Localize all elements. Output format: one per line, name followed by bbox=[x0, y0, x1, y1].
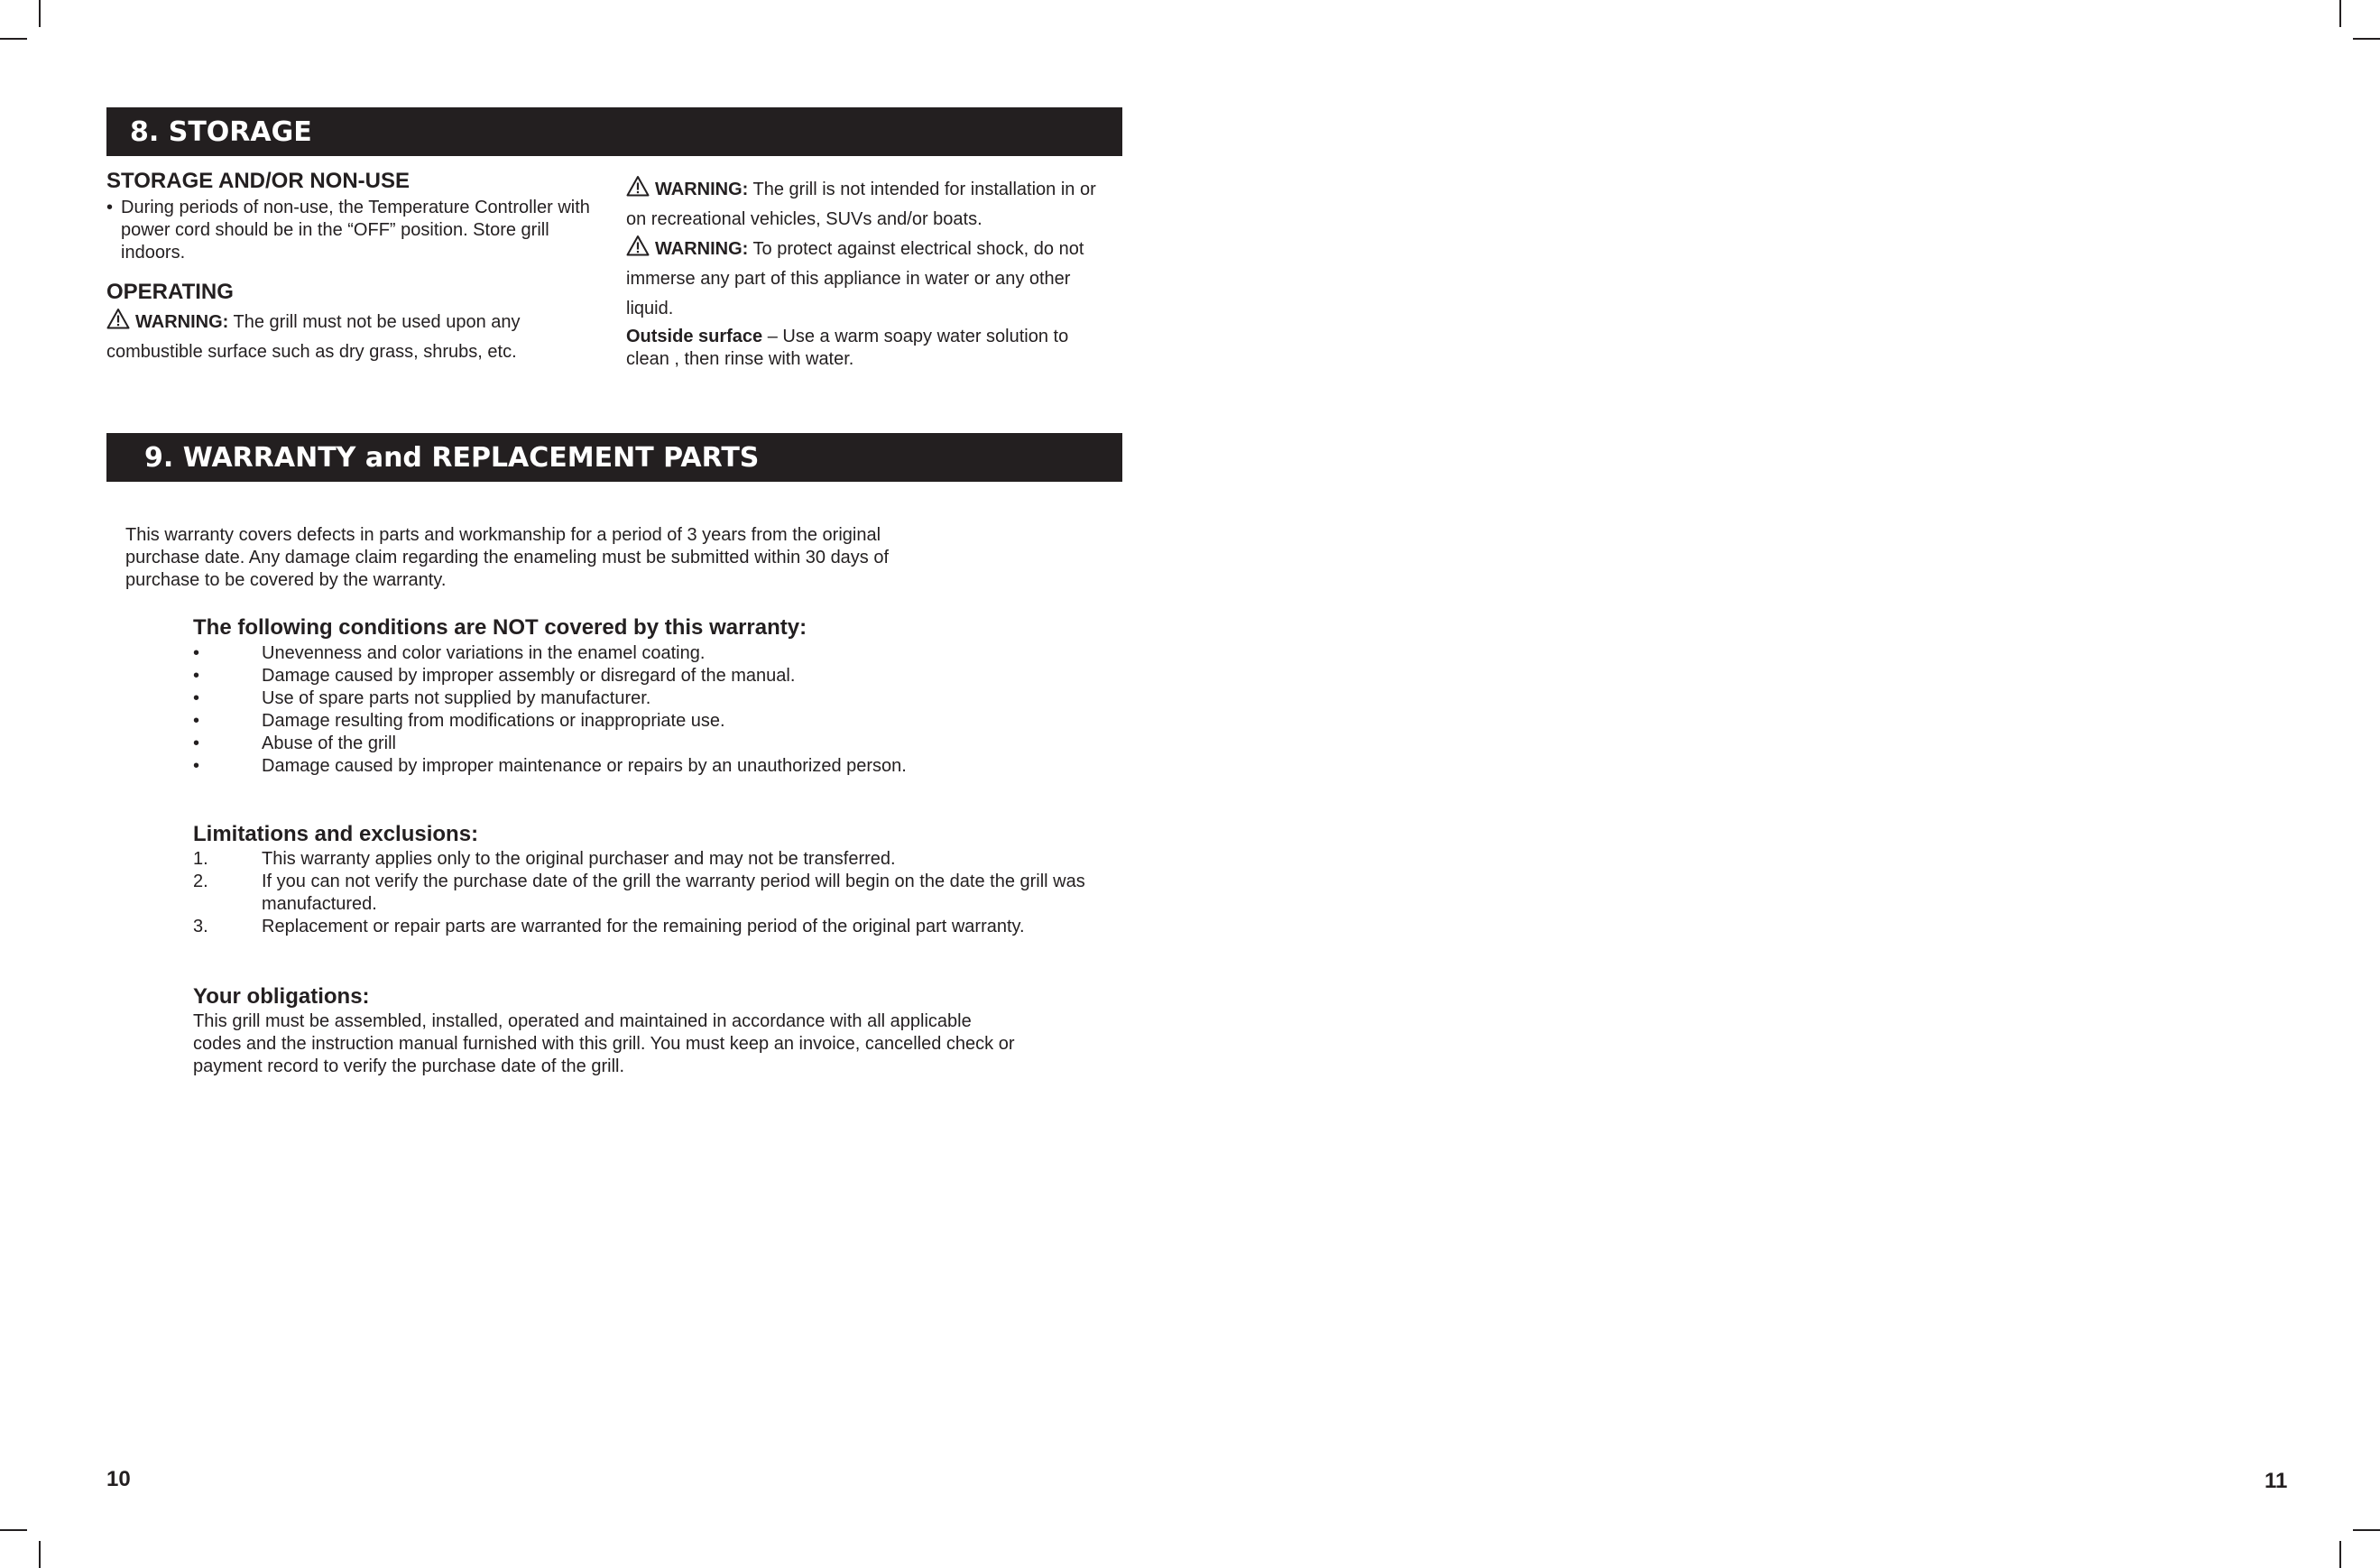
number-marker: 2. bbox=[193, 872, 208, 891]
list-item bbox=[193, 916, 1095, 938]
list-item bbox=[193, 665, 1095, 687]
limitations-heading: Limitations and exclusions: bbox=[193, 822, 479, 846]
bullet-marker: • bbox=[193, 711, 200, 731]
bullet-marker: • bbox=[193, 688, 200, 708]
list-item bbox=[193, 871, 1095, 916]
non-use-text: During periods of non-use, the Temperature Controller with power cord should be in the “OFF” position. Store grill indoors. bbox=[121, 198, 590, 263]
list-item-text: Damage caused by improper maintenance or repairs by an unauthorized person. bbox=[262, 756, 907, 776]
storage-right-column bbox=[626, 175, 1113, 371]
outside-surface-instruction bbox=[626, 326, 1113, 371]
list-item bbox=[193, 755, 1095, 778]
crop-mark bbox=[2353, 1529, 2380, 1531]
bullet-marker: • bbox=[193, 666, 200, 686]
non-use-heading: STORAGE AND/OR NON-USE bbox=[106, 169, 411, 193]
outside-surface-label: Outside surface bbox=[626, 327, 763, 346]
storage-left-column bbox=[106, 168, 594, 367]
conditions-block bbox=[193, 613, 1095, 778]
vehicle-warning bbox=[626, 175, 1113, 235]
non-use-bullet-item bbox=[106, 197, 594, 264]
warning-label: WARNING: bbox=[655, 180, 749, 199]
warning-triangle-icon bbox=[626, 235, 650, 256]
list-item bbox=[193, 642, 1095, 665]
limitations-list bbox=[193, 848, 1095, 938]
list-item-text: Unevenness and color variations in the enamel coating. bbox=[262, 643, 706, 663]
crop-mark bbox=[2339, 0, 2341, 27]
crop-mark bbox=[2339, 1541, 2341, 1568]
list-item-text: Use of spare parts not supplied by manufacturer. bbox=[262, 688, 651, 708]
warning-label: WARNING: bbox=[655, 239, 749, 259]
list-item-text: Replacement or repair parts are warranted for the remaining period of the original part warranty. bbox=[262, 917, 1025, 936]
number-marker: 1. bbox=[193, 849, 208, 869]
bullet-marker: • bbox=[193, 756, 200, 776]
warning-triangle-icon bbox=[626, 175, 650, 197]
list-item bbox=[193, 687, 1095, 710]
vehicle-warning-text: The grill is not intended for installation in or on recreational vehicles, SUVs and/or boats. bbox=[626, 180, 1096, 229]
list-item bbox=[193, 733, 1095, 755]
list-item bbox=[193, 848, 1095, 871]
operating-warning bbox=[106, 308, 594, 367]
storage-section-header bbox=[106, 107, 1122, 156]
limitations-block bbox=[193, 821, 1095, 938]
operating-heading: OPERATING bbox=[106, 280, 234, 304]
outside-surface-text: – Use a warm soapy water solution to clean , then rinse with water. bbox=[626, 327, 1069, 369]
warranty-section-header bbox=[106, 433, 1122, 482]
list-item-text: Damage caused by improper assembly or disregard of the manual. bbox=[262, 666, 796, 686]
list-item-text: If you can not verify the purchase date of the grill the warranty period will begin on the date the grill was manufactured. bbox=[262, 872, 1085, 914]
list-item bbox=[193, 710, 1095, 733]
operating-warning-text: The grill must not be used upon any combustible surface such as dry grass, shrubs, etc. bbox=[106, 312, 521, 362]
obligations-block bbox=[193, 983, 1032, 1078]
conditions-list bbox=[193, 642, 1095, 778]
warranty-intro: This warranty covers defects in parts and workmanship for a period of 3 years from the original purchase date. Any damage claim regarding the enameling must be submitted within 30 days of purchase to be covered by the warranty. bbox=[125, 525, 890, 590]
list-item-text: Damage resulting from modifications or inappropriate use. bbox=[262, 711, 725, 731]
conditions-heading: The following conditions are NOT covered by this warranty: bbox=[193, 615, 807, 640]
warning-label: WARNING: bbox=[135, 312, 229, 332]
crop-mark bbox=[0, 38, 27, 40]
number-marker: 3. bbox=[193, 917, 208, 936]
warning-triangle-icon bbox=[106, 308, 130, 329]
page-number-right: 11 bbox=[2265, 1469, 2288, 1493]
bullet-marker: • bbox=[106, 198, 114, 217]
electrical-warning-text: To protect against electrical shock, do not immerse any part of this appliance in water or any other liquid. bbox=[626, 239, 1084, 318]
electrical-warning bbox=[626, 235, 1113, 324]
crop-mark bbox=[0, 1529, 27, 1531]
crop-mark bbox=[39, 1541, 41, 1568]
crop-mark bbox=[39, 0, 41, 27]
crop-mark bbox=[2353, 38, 2380, 40]
warranty-header-title: 9. WARRANTY and REPLACEMENT PARTS bbox=[144, 441, 760, 474]
list-item-text: This warranty applies only to the original purchaser and may not be transferred. bbox=[262, 849, 896, 869]
storage-header-title: 8. STORAGE bbox=[130, 115, 312, 148]
page-number-left: 10 bbox=[106, 1467, 131, 1491]
bullet-marker: • bbox=[193, 643, 200, 663]
obligations-text: This grill must be assembled, installed, operated and maintained in accordance with all applicable codes and the instruction manual furnished with this grill. You must keep an invoice, cancelled check or payment record to verify the purchase date of the grill. bbox=[193, 1011, 1015, 1076]
bullet-marker: • bbox=[193, 733, 200, 753]
list-item-text: Abuse of the grill bbox=[262, 733, 396, 753]
obligations-heading: Your obligations: bbox=[193, 984, 370, 1009]
